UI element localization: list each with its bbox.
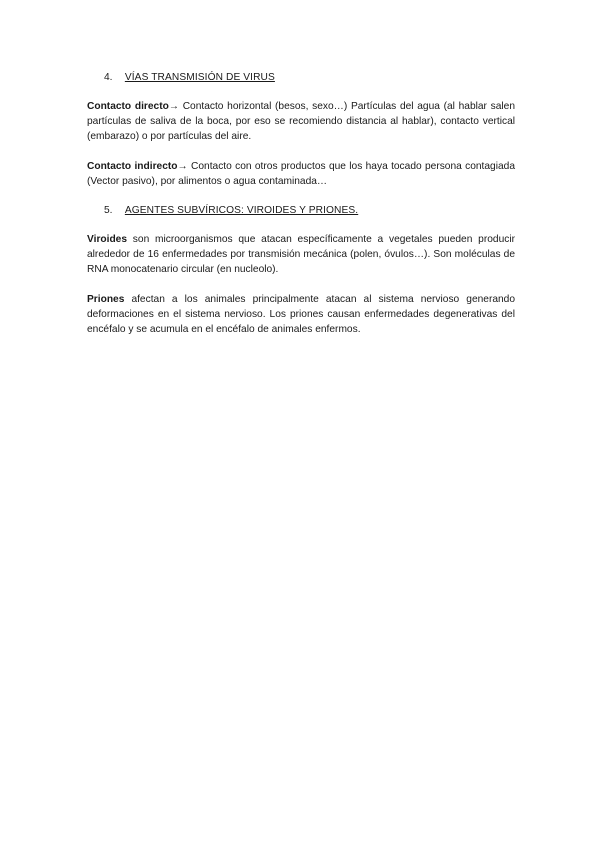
paragraph-text: Contacto horizontal (besos, sexo…) Partículas del agua (al hablar salen partículas de saliva de la boca, por eso se recomiendo distancia al hablar), contacto vertical (embarazo) o por partículas del aire.	[87, 101, 515, 143]
term-contacto-directo: Contacto directo	[87, 101, 169, 112]
paragraph-text: son microorganismos que atacan específicamente a vegetales pueden producir alrededor de 16 enfermedades por transmisión mecánica (polen, óvulos…). Son moléculas de RNA monocatenario circular (en nucleolo).	[87, 234, 515, 276]
term-priones: Priones	[87, 293, 125, 305]
paragraph-contacto-directo	[87, 99, 515, 145]
paragraph-contacto-indirecto	[87, 159, 515, 189]
arrow-icon: →	[168, 101, 179, 112]
term-viroides: Viroides	[87, 234, 128, 246]
paragraph-text: Contacto con otros productos que los haya tocado persona contagiada (Vector pasivo), por alimentos o agua contaminada…	[87, 160, 515, 187]
term-contacto-indirecto: Contacto indirecto	[87, 160, 178, 172]
paragraph-viroides	[87, 232, 515, 278]
paragraph-text: afectan a los animales principalmente atacan al sistema nervioso generando deformaciones en el sistema nervioso. Los priones causan enfermedades degenerativas del encéfalo y se acumula en el encéfalo de animales enfermos.	[87, 293, 515, 336]
section-heading-5	[87, 203, 515, 218]
paragraph-priones	[87, 292, 515, 338]
section-title: AGENTES SUBVÍRICOS: VIROIDES Y PRIONES.	[124, 205, 359, 217]
section-title: VÍAS TRANSMISIÓN DE VIRUS	[124, 72, 275, 83]
section-heading-4	[87, 70, 515, 85]
page-content	[87, 70, 515, 351]
section-number: 4.	[104, 72, 113, 83]
arrow-icon: →	[177, 160, 188, 172]
section-number: 5.	[104, 205, 113, 217]
